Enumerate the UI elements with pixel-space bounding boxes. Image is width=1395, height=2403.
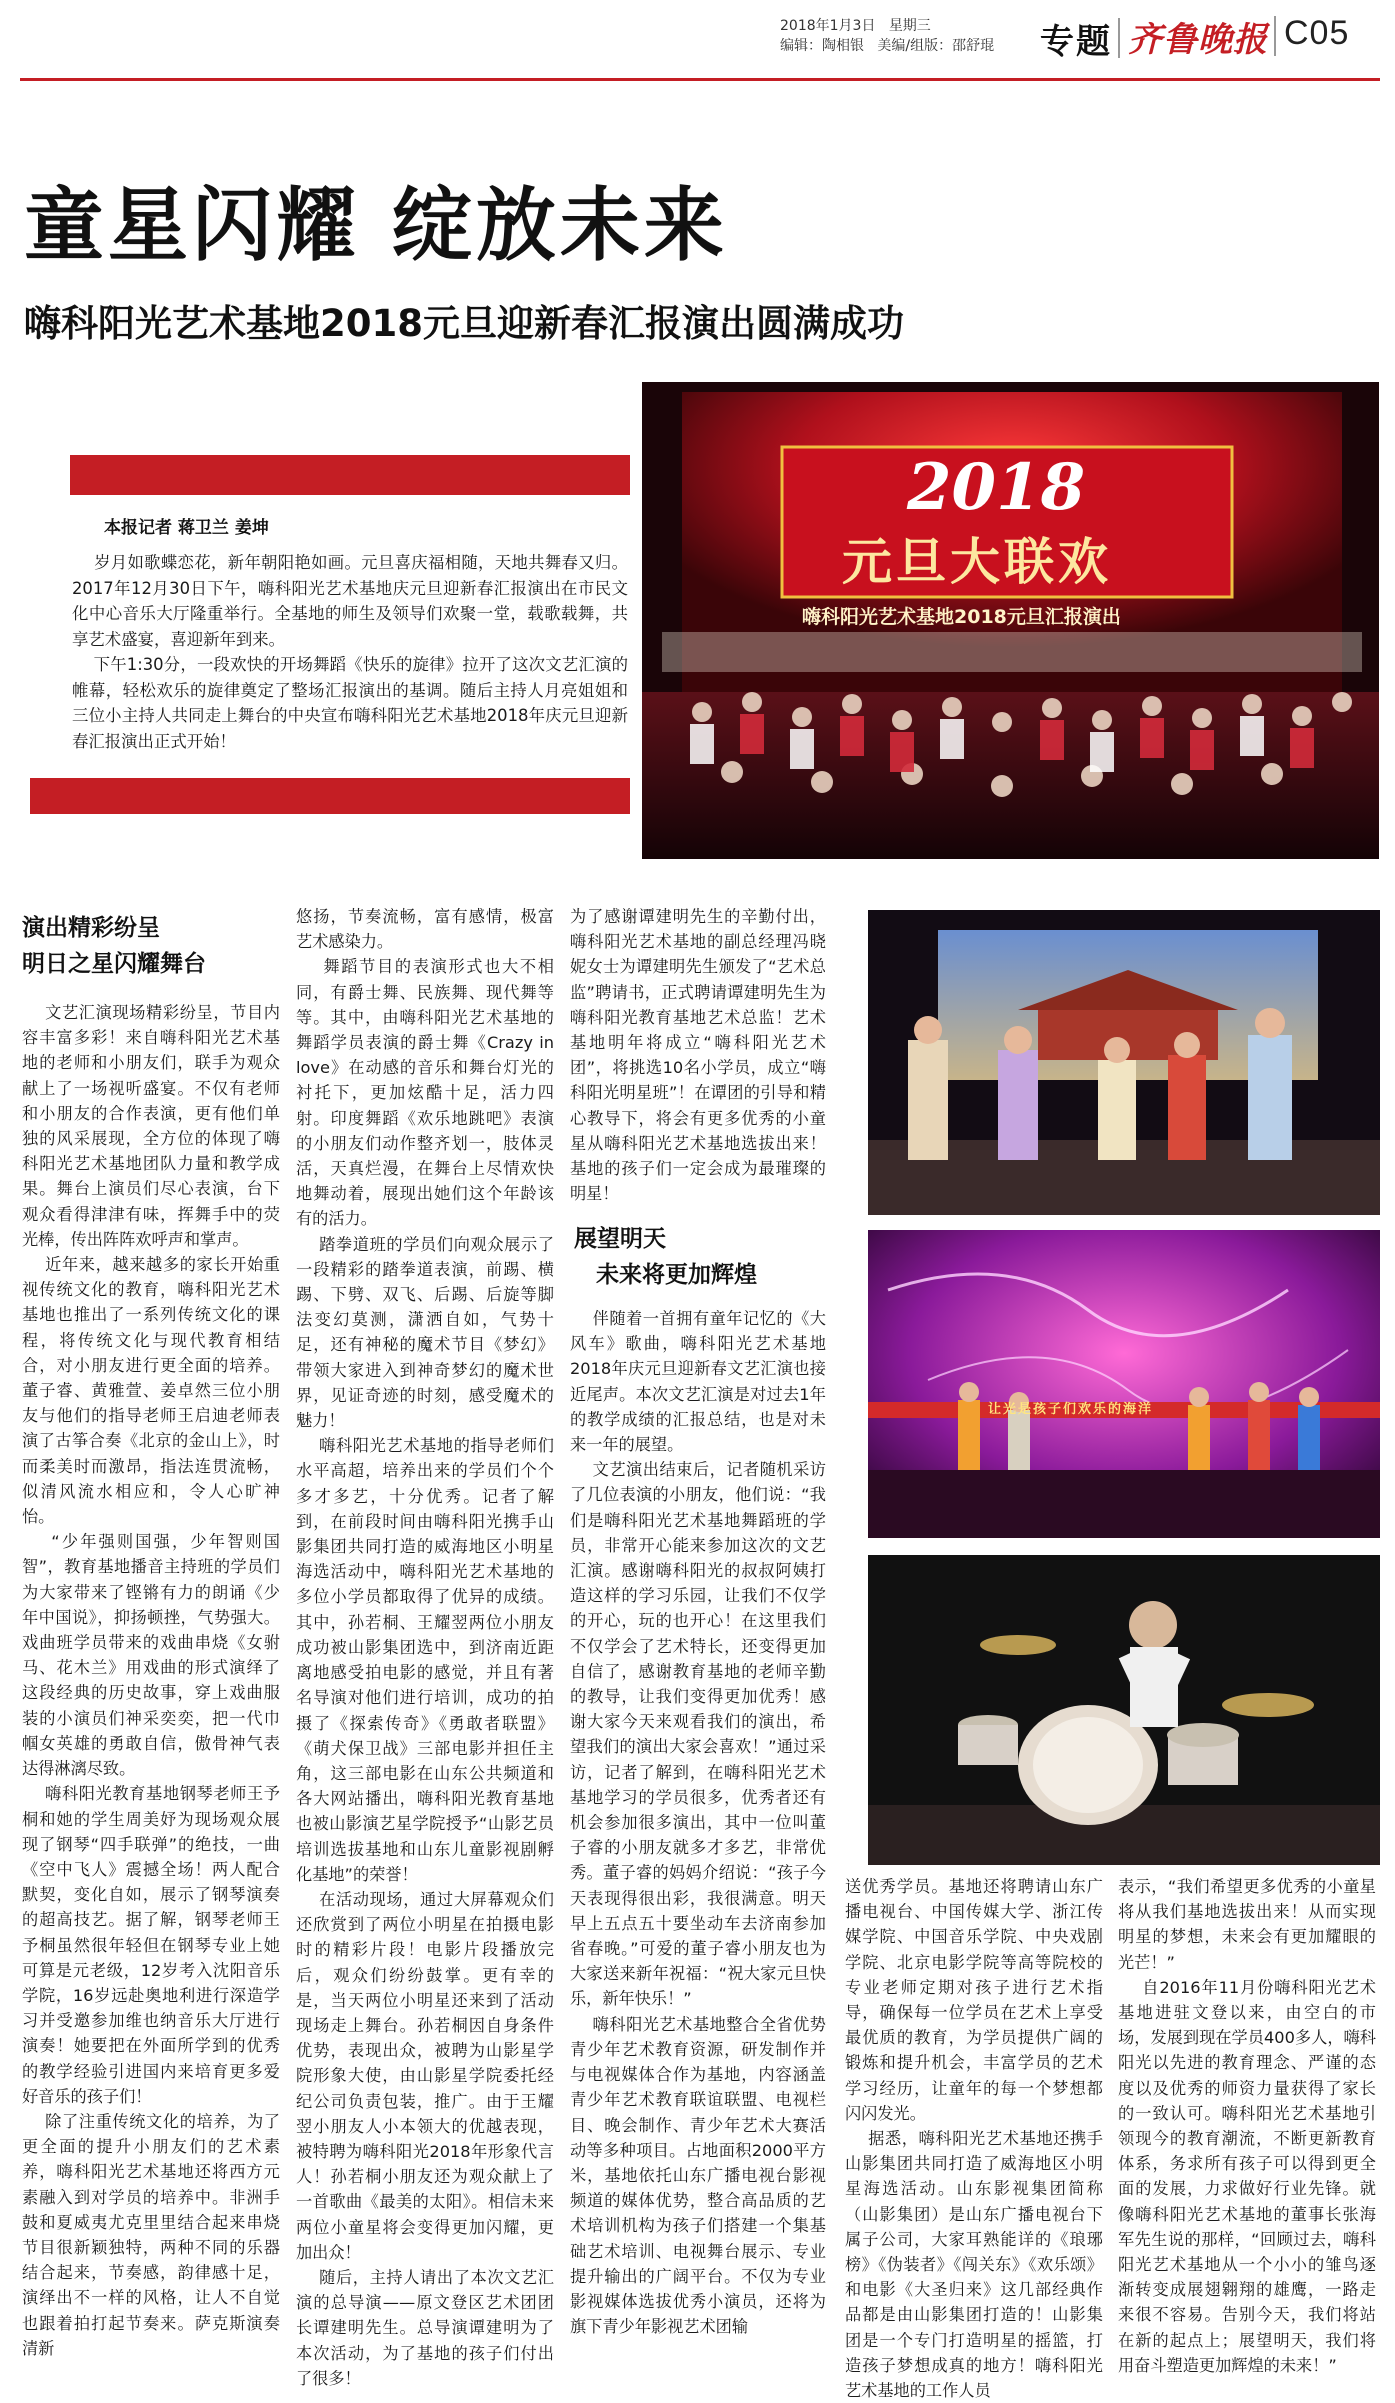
banner-caption: 嗨科阳光艺术基地2018元旦汇报演出 <box>802 606 1121 628</box>
section1-title-line2: 明日之星闪耀舞台 <box>22 951 206 977</box>
section2-title-line2: 未来将更加辉煌 <box>596 1262 757 1288</box>
drum-performance-photo <box>868 1555 1380 1865</box>
header-rule <box>20 78 1380 81</box>
issue-weekday: 星期三 <box>888 18 931 34</box>
header-divider-2 <box>1274 16 1276 56</box>
banner-year: 2018 <box>907 450 1086 525</box>
section2-title-line1: 展望明天 <box>574 1226 666 1252</box>
editor-credit: 编辑：陶相银 <box>780 38 864 54</box>
dance-stage-photo <box>868 1230 1380 1538</box>
lead-bottom-bar <box>30 778 630 814</box>
column-1-text: 文艺汇演现场精彩纷呈，节目内容丰富多彩！来自嗨科阳光艺术基地的老师和小朋友们，联手为观众献上了一场视听盛宴。不仅有老师和小朋友的合作表演，更有他们单独的风采展现，全方位的体现了嗨科阳光艺术基地团队力量和教学成果。舞台上演员们尽心表演，台下观众看得津津有味，挥舞手中的荧光棒，传出阵阵欢呼声和掌声。 近年来，越来越多的家长开始重视传统文化的教育，嗨科阳光艺术基地也推出了一系列传统文化的课程，将传统文化与现代教育相结合，对小朋友进行更全面的培养。董子睿、黄雅萱、姜卓然三位小朋友与他们的指导老师王启迪老师表演了古筝合奏《北京的金山上》，时而柔美时而激昂，指法连贯流畅，似清风流水相应和，令人心旷神怡。 “少年强则国强，少年智则国智”，教育基地播音主持班的学员们为大家带来了铿锵有力的朗诵《少年中国说》，抑扬顿挫，气势强大。戏曲班学员带来的戏曲串烧《女驸马、花木兰》用戏曲的形式演绎了这段经典的历史故事，穿上戏曲服装的小演员们神采奕奕，把一代巾帼女英雄的勇敢自信，傲骨神气表达得淋漓尽致。 嗨科阳光教育基地钢琴老师王予桐和她的学生周美妤为现场观众展现了钢琴“四手联弹”的绝技，一曲《空中飞人》震撼全场！两人配合默契，变化自如，展示了钢琴演奏的超高技艺。据了解，钢琴老师王予桐虽然很年轻但在钢琴专业上她可算是元老级，12岁考入沈阳音乐学院，16岁远赴奥地利进行深造学习并受邀参加维也纳音乐大厅进行演奏！她要把在外面所学到的优秀的教学经验引进国内来培育更多爱好音乐的孩子们！ 除了注重传统文化的培养，为了更全面的提升小朋友们的艺术素养，嗨科阳光艺术基地还将西方元素融入到对学员的培养中。非洲手鼓和夏威夷尤克里里结合起来串烧节目很新颖独特，两种不同的乐器结合起来，节奏感，韵律感十足，演绎出不一样的风格，让人不自觉也跟着拍打起节奏来。萨克斯演奏清新 <box>22 1003 280 2358</box>
headline: 童星闪耀 绽放未来 <box>24 179 728 272</box>
column-3-text-bottom: 伴随着一首拥有童年记忆的《大风车》歌曲，嗨科阳光艺术基地2018年庆元旦迎新春文艺汇演也接近尾声。本次文艺汇演是对过去1年的教学成绩的汇报总结，也是对未来一年的展望。 文艺演出结束后，记者随机采访了几位表演的小朋友，他们说：“我们是嗨科阳光艺术基地舞蹈班的学员，非常开心能来参加这次的文艺汇演。感谢嗨科阳光的叔叔阿姨打造这样的学习乐园，让我们不仅学的开心，玩的也开心！在这里我们不仅学会了艺术特长，还变得更加自信了，感谢教育基地的老师辛勤的教导，让我们变得更加优秀！感谢大家今天来观看我们的演出，希望我们的演出大家会喜欢！”通过采访，记者了解到，在嗨科阳光艺术基地学习的学员很多，优秀者还有机会参加很多演出，其中一位叫董子睿的小朋友就多才多艺，非常优秀。董子睿的妈妈介绍说：“孩子今天表现得很出彩，我很满意。明天早上五点五十要坐动车去济南参加省春晚。”可爱的董子睿小朋友也为大家送来新年祝福：“祝大家元旦快乐，新年快乐！” 嗨科阳光艺术基地整合全省优势青少年艺术教育资源，研发制作并与电视媒体合作为基地，内容涵盖青少年艺术教育联谊联盟、电视栏目、晚会制作、青少年艺术大赛活动等多种项目。占地面积2000平方米，基地依托山东广播电视台影视频道的媒体优势，整合高品质的艺术培训机构为孩子们搭建一个集基础艺术培训、电视舞台展示、专业提升输出的广阔平台。不仅为专业影视媒体选拔优秀小演员，还将为旗下青少年影视艺术团输 <box>570 1309 826 2337</box>
section1-title <box>22 910 282 982</box>
section2-title <box>574 1221 830 1293</box>
subheadline: 嗨科阳光艺术基地2018元旦迎新春汇报演出圆满成功 <box>24 302 904 345</box>
page-number: C05 <box>1284 14 1350 52</box>
column-5-text: 表示，“我们希望更多优秀的小童星将从我们基地选拔出来！从而实现明星的梦想，未来会有更加耀眼的光芒！” 自2016年11月份嗨科阳光艺术基地进驻文登以来，由空白的市场，发展到现在学员400多人，嗨科阳光以先进的教育理念、严谨的态度以及优秀的师资力量获得了家长的一致认可。嗨科阳光艺术基地引领现今的教育潮流，不断更新教育体系，务求所有孩子可以得到更全面的发展，力求做好行业先锋。就像嗨科阳光艺术基地的董事长张海军先生说的那样，“回顾过去，嗨科阳光艺术基地从一个小小的雏鸟逐渐转变成展翅翱翔的雄鹰，一路走来很不容易。告别今天，我们将站在新的起点上；展望明天，我们将用奋斗塑造更加辉煌的未来！” <box>1118 1877 1376 2375</box>
byline: 本报记者 蒋卫兰 姜坤 <box>104 518 269 538</box>
main-stage-photo <box>642 382 1379 859</box>
section-label: 专题 <box>1040 22 1112 62</box>
issue-date: 2018年1月3日 <box>780 18 876 34</box>
header-meta <box>780 16 1040 56</box>
column-2-text: 悠扬，节奏流畅，富有感情，极富艺术感染力。 舞蹈节目的表演形式也大不相同，有爵士舞、民族舞、现代舞等等。其中，由嗨科阳光艺术基地的舞蹈学员表演的爵士舞《Crazy in love》在动感的音乐和舞台灯光的衬托下，更加炫酷十足，活力四射。印度舞蹈《欢乐地跳吧》表演的小朋友们动作整齐划一，肢体灵活，天真烂漫，在舞台上尽情欢快地舞动着，展现出她们这个年龄该有的活力。 踏拳道班的学员们向观众展示了一段精彩的踏拳道表演，前踢、横踢、下劈、双飞、后踢、后旋等脚法变幻莫测，潇洒自如，气势十足，还有神秘的魔术节目《梦幻》带领大家进入到神奇梦幻的魔术世界，见证奇迹的时刻，感受魔术的魅力！ 嗨科阳光艺术基地的指导老师们水平高超，培养出来的学员们个个多才多艺，十分优秀。记者了解到，在前段时间由嗨科阳光携手山影集团共同打造的威海地区小明星海选活动中，嗨科阳光艺术基地的多位小学员都取得了优异的成绩。其中，孙若桐、王耀翌两位小朋友成功被山影集团选中，到济南近距离地感受拍电影的感觉，并且有著名导演对他们进行培训，成功的拍摄了《探索传奇》《勇敢者联盟》《萌犬保卫战》三部电影并担任主角，这三部电影在山东公共频道和各大网站播出，嗨科阳光教育基地也被山影演艺星学院授予“山影艺员培训选拔基地和山东儿童影视剧孵化基地”的荣誉！ 在活动现场，通过大屏幕观众们还欣赏到了两位小明星在拍摄电影时的精彩片段！电影片段播放完后，观众们纷纷鼓掌。更有幸的是，当天两位小明星还来到了活动现场走上舞台。孙若桐因自身条件优势，表现出众，被聘为山影星学院形象大使，由山影星学院委托经纪公司负责包装，推广。由于王耀翌小朋友人小本领大的优越表现，被特聘为嗨科阳光2018年形象代言人！孙若桐小朋友还为观众献上了一首歌曲《最美的太阳》。相信未来两位小童星将会变得更加闪耀，更加出众！ 随后，主持人请出了本次文艺汇演的总导演——原文登区艺术团团长谭建明先生。总导演谭建明为了本次活动，为了基地的孩子们付出了很多！ <box>296 907 554 2388</box>
designer-credit: 美编/组版：邵舒琨 <box>877 38 995 54</box>
opera-stage-photo <box>868 910 1380 1215</box>
lead-paragraph: 岁月如歌蝶恋花，新年朝阳艳如画。元旦喜庆福相随，天地共舞春又归。2017年12月30日下午，嗨科阳光艺术基地庆元旦迎新春汇报演出在市民文化中心音乐大厅隆重举行。全基地的师生及领导们欢聚一堂，载歌载舞，共享艺术盛宴，喜迎新年到来。 下午1:30分，一段欢快的开场舞蹈《快乐的旋律》拉开了这次文艺汇演的帷幕，轻松欢乐的旋律奠定了整场汇报演出的基调。随后主持人月亮姐姐和三位小主持人共同走上舞台的中央宣布嗨科阳光艺术基地2018年庆元旦迎新春汇报演出正式开始！ <box>72 553 628 751</box>
header-divider <box>1118 18 1120 58</box>
column-3-text-top: 为了感谢谭建明先生的辛勤付出，嗨科阳光艺术基地的副总经理冯晓妮女士为谭建明先生颁发了“艺术总监”聘请书，正式聘请谭建明先生为嗨科阳光教育基地艺术总监！艺术基地明年将成立“嗨科阳光艺术团”，将挑选10名小学员，成立“嗨科阳光明星班”！在谭团的引导和精心教导下，将会有更多优秀的小童星从嗨科阳光艺术基地选拔出来！基地的孩子们一定会成为最璀璨的明星！ <box>570 907 826 1204</box>
stage2-banner-text: 让光是孩子们欢乐的海洋 <box>988 1402 1154 1417</box>
paper-logo: 齐鲁晚报 <box>1128 20 1268 60</box>
section1-title-line1: 演出精彩纷呈 <box>22 915 160 941</box>
lead-top-bar <box>70 455 630 495</box>
banner-title: 元旦大联欢 <box>842 533 1112 591</box>
column-4-text: 送优秀学员。基地还将聘请山东广播电视台、中国传媒大学、浙江传媒学院、中国音乐学院、中央戏剧学院、北京电影学院等高等院校的专业老师定期对孩子进行艺术指导，确保每一位学员在艺术上享受最优质的教育，为学员提供广阔的锻炼和提升机会，丰富学员的艺术学习经历，让童年的每一个梦想都闪闪发光。 据悉，嗨科阳光艺术基地还携手山影集团共同打造了威海地区小明星海选活动。山东影视集团简称（山影集团）是山东广播电视台下属子公司，大家耳熟能详的《琅琊榜》《伪装者》《闯关东》《欢乐颂》和电影《大圣归来》这几部经典作品都是由山影集团打造的！山影集团是一个专门打造明星的摇篮，打造孩子梦想成真的地方！嗨科阳光艺术基地的工作人员 <box>845 1877 1103 2401</box>
